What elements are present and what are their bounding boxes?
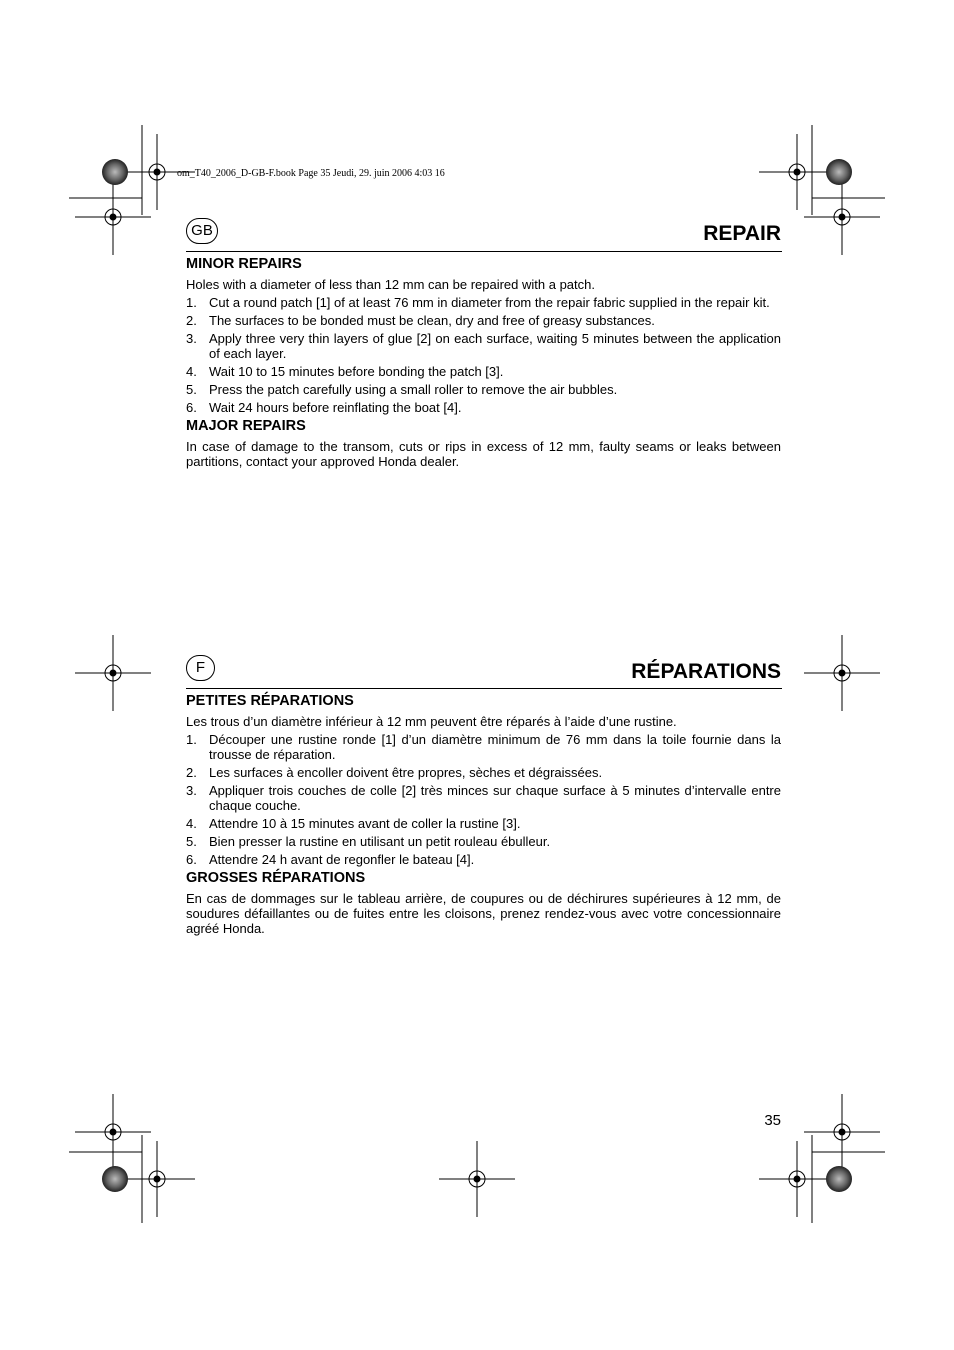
list-item [186,816,781,831]
list-item [186,331,781,361]
list-item [186,765,781,780]
list-item [186,313,781,328]
grosses-reparations-text: En cas de dommages sur le tableau arrière, de coupures ou de déchirures supérieures à 12 mm, de soudures défaillantes ou de fuites entre les cloisons, prenez rendez-vous avec votre concessionnaire agréé Honda. [186,891,781,936]
list-item [186,364,781,379]
step-text: Attendre 10 à 15 minutes avant de coller la rustine [3]. [209,816,521,831]
step-text: Apply three very thin layers of glue [2] on each surface, waiting 5 minutes between the application of each layer. [209,331,781,361]
step-text: Press the patch carefully using a small roller to remove the air bubbles. [209,382,618,397]
petites-reparations-intro: Les trous d’un diamètre inférieur à 12 mm peuvent être réparés à l’aide d’une rustine. [186,714,677,729]
list-item [186,783,781,813]
step-number: 4. [186,816,197,831]
step-text: Wait 10 to 15 minutes before bonding the patch [3]. [209,364,504,379]
section-divider [186,688,782,689]
petites-reparations-heading: PETITES RÉPARATIONS [186,693,354,709]
list-item [186,852,781,867]
step-text: Cut a round patch [1] of at least 76 mm in diameter from the repair fabric supplied in the repair kit. [209,295,770,310]
section-title-reparations: RÉPARATIONS [631,660,781,683]
language-badge-f: F [186,655,215,681]
step-text: Bien presser la rustine en utilisant un petit rouleau ébulleur. [209,834,551,849]
list-item [186,732,781,762]
grosses-reparations-heading: GROSSES RÉPARATIONS [186,870,366,886]
gb-content [186,256,781,472]
step-text: Découper une rustine ronde [1] d’un diamètre minimum de 76 mm dans la toile fournie dans la trousse de réparation. [209,732,781,762]
step-number: 6. [186,852,197,867]
list-item [186,295,781,310]
petites-reparations-steps [186,732,781,867]
step-number: 2. [186,765,197,780]
list-item [186,400,781,415]
step-number: 2. [186,313,197,328]
major-repairs-heading: MAJOR REPAIRS [186,418,306,434]
step-text: Appliquer trois couches de colle [2] très minces sur chaque surface à 5 minutes d’intervalle entre chaque couche. [209,783,781,813]
book-file-header: om_T40_2006_D-GB-F.book Page 35 Jeudi, 29. juin 2006 4:03 16 [177,168,445,179]
step-text: The surfaces to be bonded must be clean, dry and free of greasy substances. [209,313,655,328]
step-text: Les surfaces à encoller doivent être propres, sèches et dégraissées. [209,765,603,780]
step-number: 1. [186,732,197,747]
step-number: 5. [186,382,197,397]
section-divider [186,251,782,252]
step-number: 3. [186,783,197,798]
minor-repairs-heading: MINOR REPAIRS [186,256,302,272]
page-number: 35 [764,1112,781,1129]
step-number: 1. [186,295,197,310]
step-number: 6. [186,400,197,415]
list-item [186,382,781,397]
step-text: Wait 24 hours before reinflating the boat [4]. [209,400,462,415]
minor-repairs-steps [186,295,781,415]
fr-content [186,693,781,939]
step-text: Attendre 24 h avant de regonfler le bateau [4]. [209,852,475,867]
step-number: 3. [186,331,197,346]
step-number: 5. [186,834,197,849]
language-badge-gb: GB [186,218,218,244]
major-repairs-text: In case of damage to the transom, cuts or rips in excess of 12 mm, faulty seams or leaks between partitions, contact your approved Honda dealer. [186,439,781,469]
step-number: 4. [186,364,197,379]
section-title-repair: REPAIR [703,222,781,245]
minor-repairs-intro: Holes with a diameter of less than 12 mm can be repaired with a patch. [186,277,595,292]
list-item [186,834,781,849]
